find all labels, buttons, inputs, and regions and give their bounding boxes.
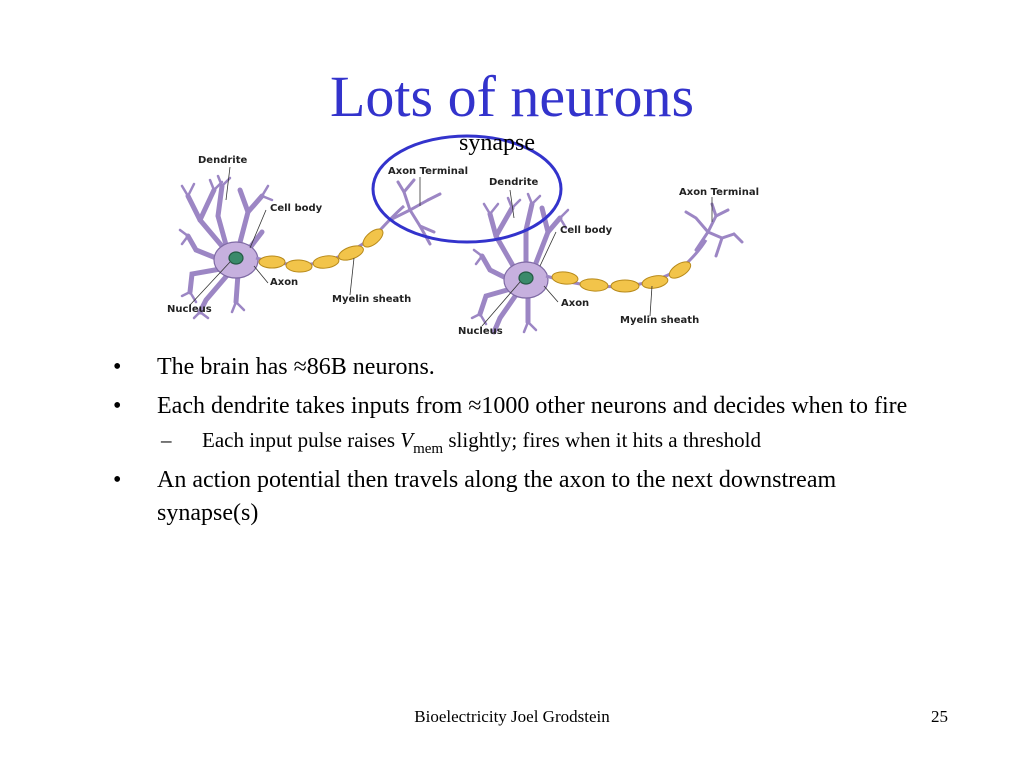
sub-bullet-text-after: slightly; fires when it hits a threshold — [443, 428, 761, 452]
sub-bullet-item — [113, 425, 933, 458]
label-dendrite-1: Dendrite — [198, 155, 248, 166]
neuron-diagram — [0, 0, 1024, 350]
label-dendrite-2: Dendrite — [489, 177, 539, 188]
label-cell-body-1: Cell body — [270, 203, 323, 214]
neuron-2 — [472, 194, 742, 332]
vmem-variable: V — [400, 428, 414, 452]
sub-bullet-marker: – — [161, 428, 172, 452]
bullet-marker: • — [113, 393, 122, 419]
label-nucleus-1: Nucleus — [167, 304, 212, 315]
label-cell-body-2: Cell body — [560, 225, 613, 236]
sub-bullet-text-before: Each input pulse raises — [202, 428, 401, 452]
diagram-leader-lines — [190, 167, 712, 326]
bullet-marker: • — [113, 467, 122, 493]
bullet-item — [113, 351, 933, 384]
neuron-2-nucleus — [519, 272, 533, 284]
neuron-2-myelin — [551, 259, 693, 292]
bullet-list — [113, 351, 933, 536]
label-nucleus-2: Nucleus — [458, 326, 503, 337]
neuron-1-nucleus — [229, 252, 243, 264]
bullet-item — [113, 464, 933, 530]
neuron-1-myelin — [259, 226, 386, 273]
label-axon-2: Axon — [561, 298, 590, 309]
label-axon-terminal-1: Axon Terminal — [388, 166, 469, 177]
bullet-item — [113, 390, 933, 423]
page-number: 25 — [931, 707, 948, 726]
neuron-2-axon-terminal — [686, 204, 742, 256]
label-myelin-1: Myelin sheath — [332, 294, 412, 305]
vmem-subscript: mem — [413, 441, 444, 457]
bullet-marker: • — [113, 354, 122, 380]
bullet-text: Each dendrite takes inputs from ≈1000 other neurons and decides when to fire — [157, 393, 908, 419]
label-axon-terminal-2: Axon Terminal — [679, 187, 760, 198]
label-myelin-2: Myelin sheath — [620, 315, 700, 326]
bullet-text: An action potential then travels along the axon to the next downstream synapse(s) — [157, 467, 837, 526]
slide-title: Lots of neurons — [329, 64, 695, 129]
synapse-label: synapse — [459, 130, 535, 156]
label-axon-1: Axon — [270, 277, 299, 288]
slide-footer: Bioelectricity Joel Grodstein — [414, 707, 610, 726]
bullet-text: The brain has ≈86B neurons. — [157, 354, 435, 380]
